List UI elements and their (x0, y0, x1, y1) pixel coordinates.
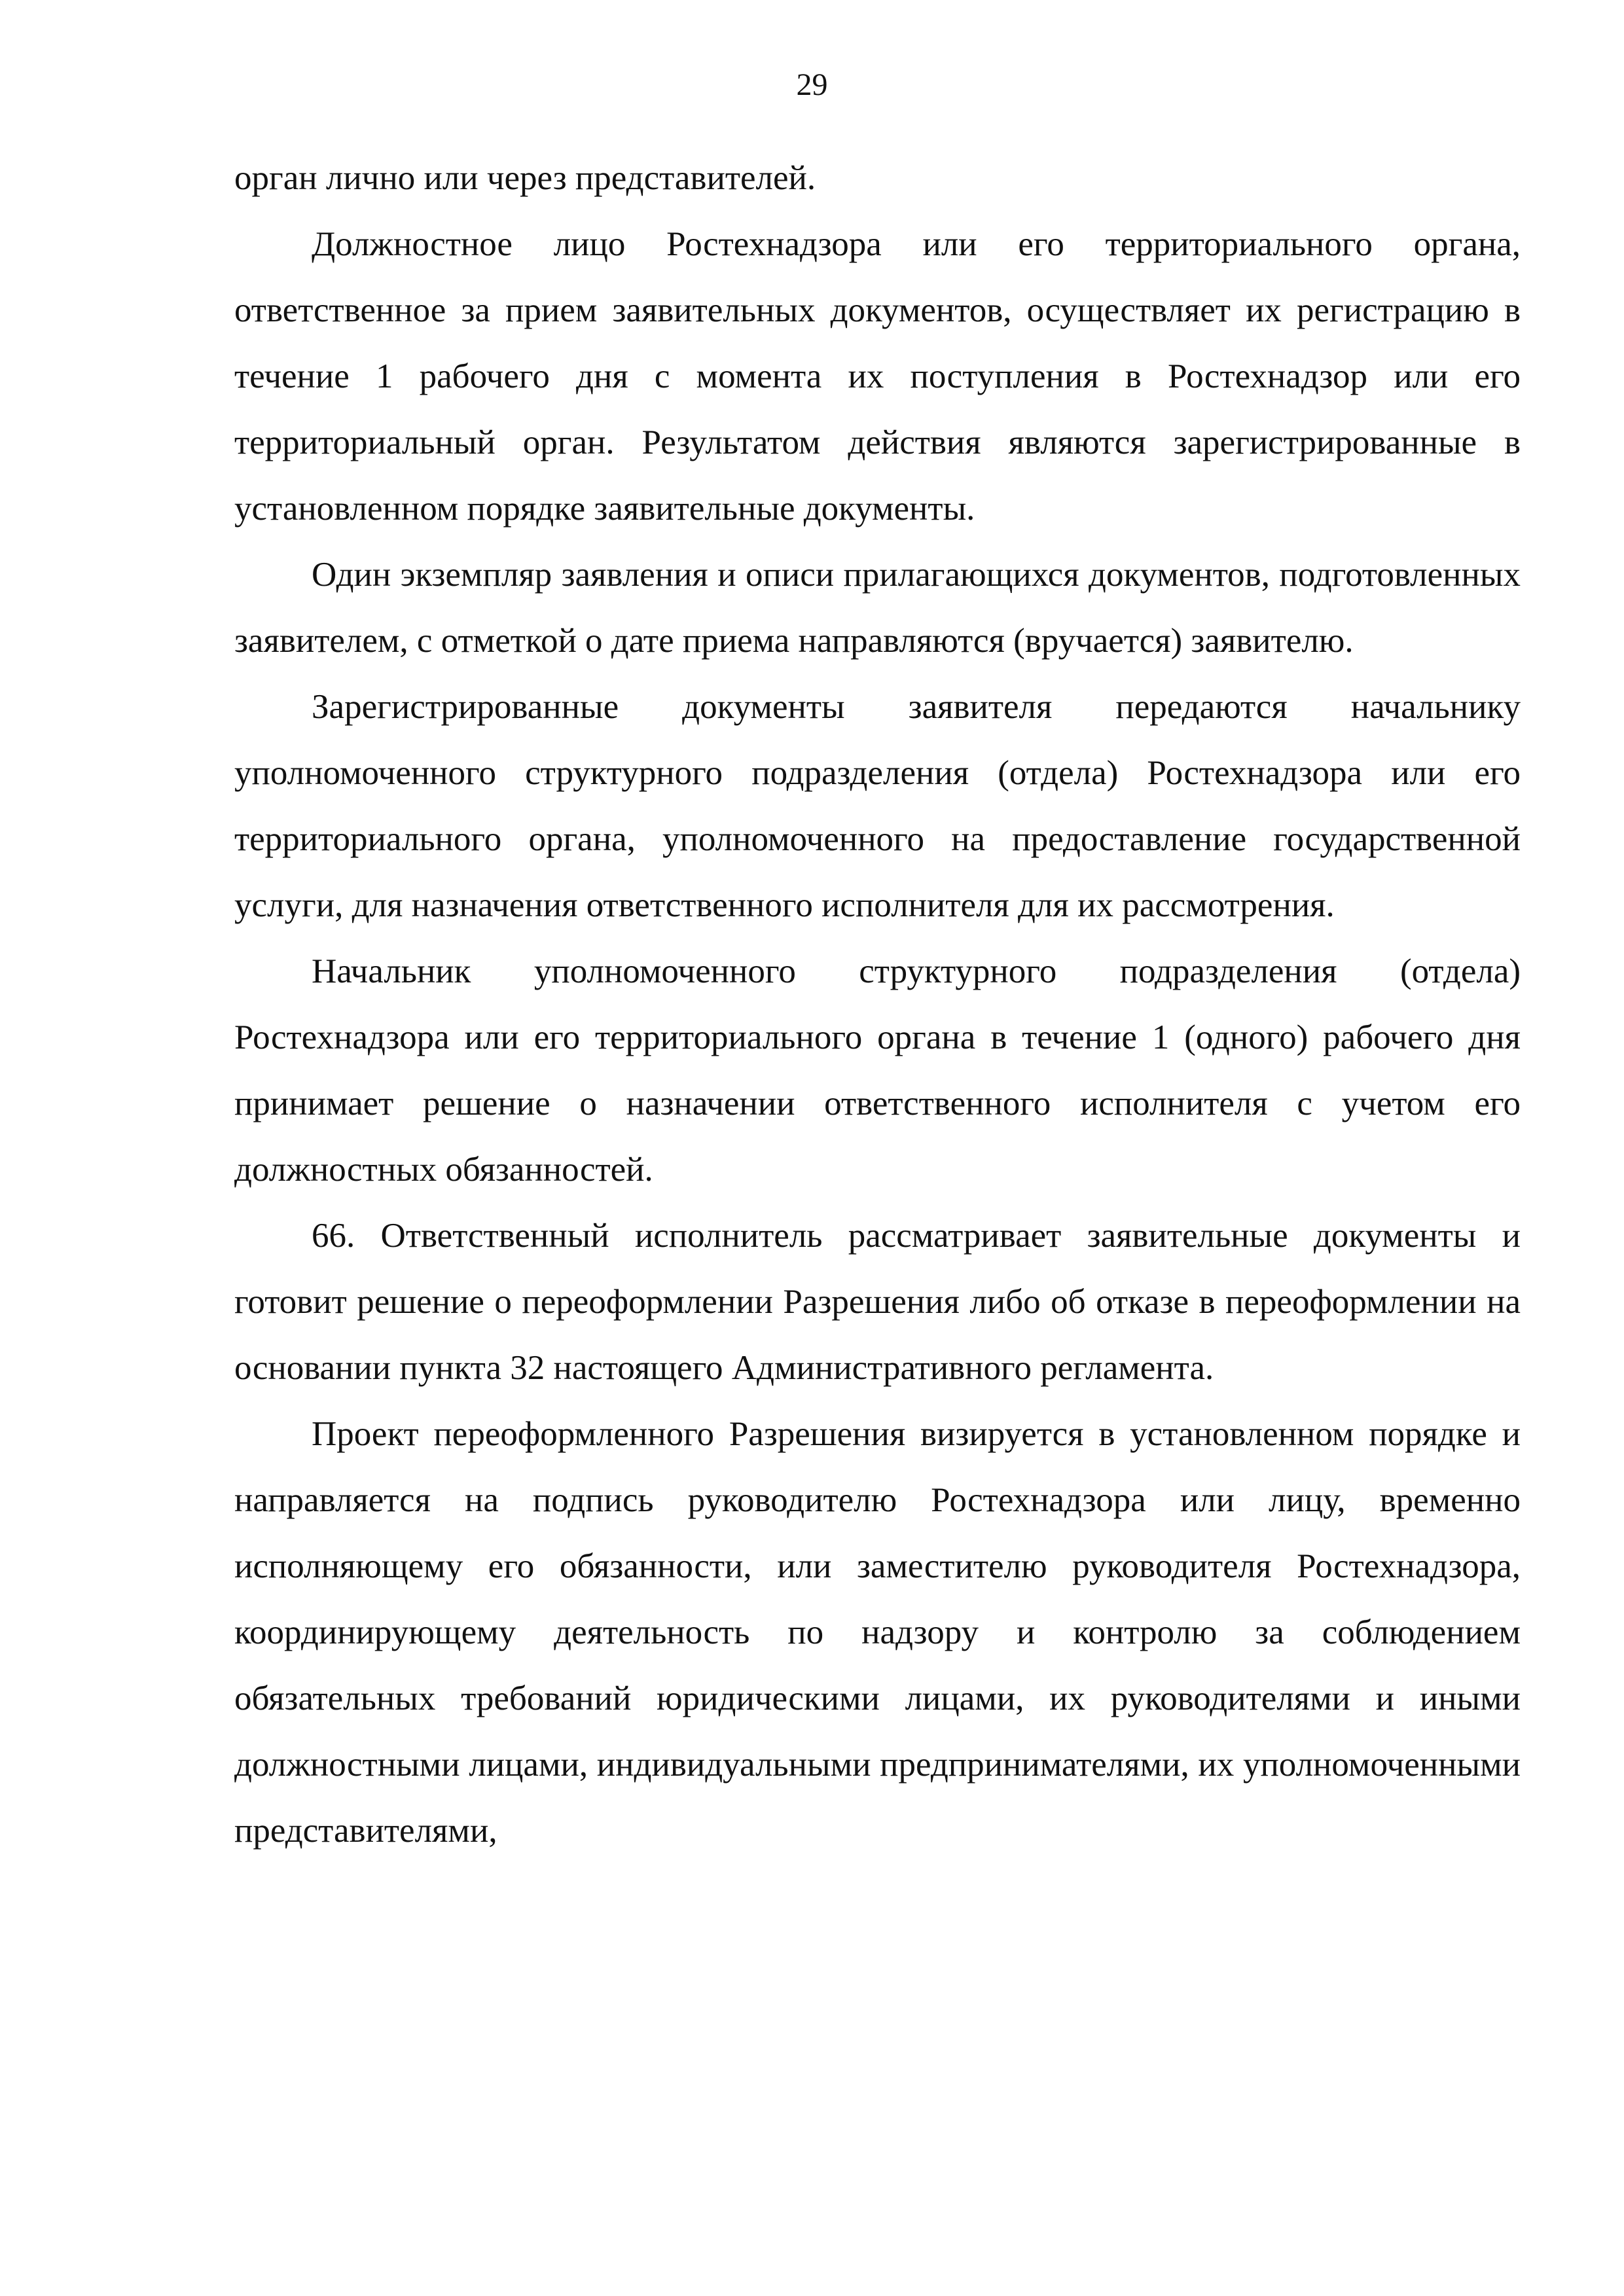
paragraph-6: 66. Ответственный исполнитель рассматривает заявительные документы и готовит решение о переоформлении Разрешения либо об отказе в переоформлении на основании пункта 32 настоящего Административного регламента. (234, 1217, 1521, 1387)
body-text (234, 145, 1521, 1864)
paragraph-7: Проект переоформленного Разрешения визируется в установленном порядке и направляется на подпись руководителю Ростехнадзора или лицу, временно исполняющему его обязанности, или заместителю руководителя Ростехнадзора, координирующему деятельность по надзору и контролю за соблюдением обязательных требований юридическими лицами, их руководителями и иными должностными лицами, индивидуальными предпринимателями, их уполномоченными представителями, (234, 1415, 1521, 1850)
page-number: 29 (796, 67, 828, 102)
paragraph-3: Один экземпляр заявления и описи прилагающихся документов, подготовленных заявителем, с отметкой о дате приема направляются (вручается) заявителю. (234, 556, 1521, 660)
paragraph-1: орган лично или через представителей. (234, 159, 816, 197)
paragraph-5: Начальник уполномоченного структурного подразделения (отдела) Ростехнадзора или его территориального органа в течение 1 (одного) рабочего дня принимает решение о назначении ответственного исполнителя с учетом его должностных обязанностей. (234, 952, 1521, 1189)
paragraph-2: Должностное лицо Ростехнадзора или его территориального органа, ответственное за прием заявительных документов, осуществляет их регистрацию в течение 1 рабочего дня с момента их поступления в Ростехнадзор или его территориальный орган. Результатом действия являются зарегистрированные в установленном порядке заявительные документы. (234, 225, 1521, 528)
paragraph-4: Зарегистрированные документы заявителя передаются начальнику уполномоченного структурного подразделения (отдела) Ростехнадзора или его территориального органа, уполномоченного на предоставление государственной услуги, для назначения ответственного исполнителя для их рассмотрения. (234, 688, 1521, 924)
